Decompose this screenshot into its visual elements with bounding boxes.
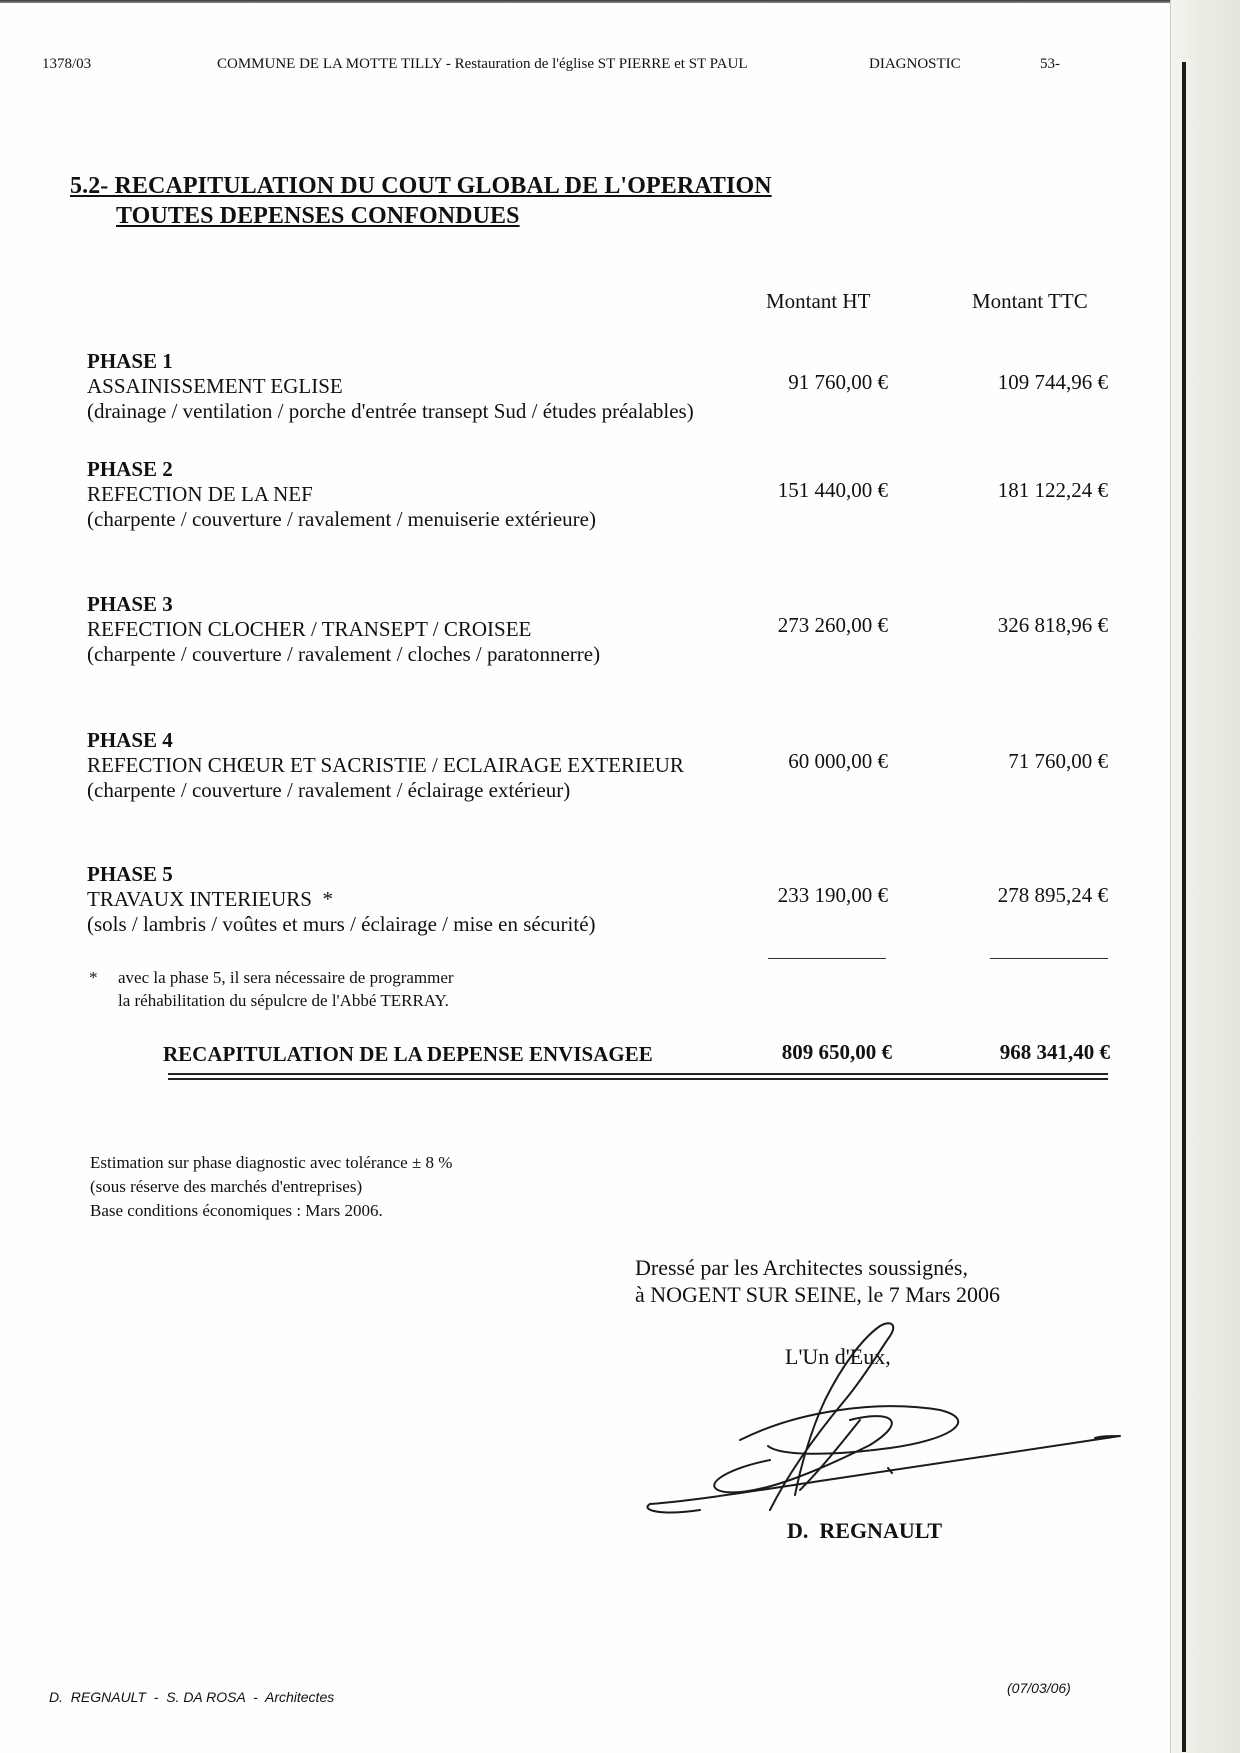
total-amount-ht: 809 650,00 € xyxy=(781,1040,892,1064)
phase-2-details: (charpente / couverture / ravalement / menuiserie extérieure) xyxy=(87,507,596,531)
phase-3-amount-ttc: 326 818,96 € xyxy=(997,613,1108,637)
phase-4-details: (charpente / couverture / ravalement / éclairage extérieur) xyxy=(87,778,571,802)
column-header-ht: Montant HT xyxy=(766,289,871,313)
phase-1-details: (drainage / ventilation / porche d'entrée transept Sud / études préalables) xyxy=(87,399,694,423)
phase-2-title: REFECTION DE LA NEF xyxy=(87,482,313,506)
phase-1-amount-ttc: 109 744,96 € xyxy=(997,370,1108,394)
phase-5-amount-ht: 233 190,00 € xyxy=(777,883,888,907)
subtotal-rule-ttc xyxy=(990,958,1108,959)
phase-5-name: PHASE 5 xyxy=(87,862,173,886)
scan-right-edge xyxy=(1170,0,1171,1753)
column-header-ttc: Montant TTC xyxy=(972,289,1088,313)
footnote-star: * xyxy=(89,968,98,987)
total-amount-ttc: 968 341,40 € xyxy=(999,1040,1110,1064)
binding-line xyxy=(1182,62,1186,1752)
phase-2-amount-ttc: 181 122,24 € xyxy=(997,478,1108,502)
signatory-name: D. REGNAULT xyxy=(787,1518,943,1543)
header-project: COMMUNE DE LA MOTTE TILLY - Restauration de l'église ST PIERRE et ST PAUL xyxy=(217,56,748,72)
phase-3-name: PHASE 3 xyxy=(87,592,173,616)
total-double-rule-bottom xyxy=(168,1078,1108,1080)
footnote-line1: avec la phase 5, il sera nécessaire de programmer xyxy=(118,968,454,987)
total-double-rule-top xyxy=(168,1073,1108,1075)
subtotal-rule-ht xyxy=(768,958,886,959)
estimation-line2: (sous réserve des marchés d'entreprises) xyxy=(90,1177,363,1196)
footer-architects: D. REGNAULT - S. DA ROSA - Architectes xyxy=(49,1689,335,1705)
phase-5-amount-ttc: 278 895,24 € xyxy=(997,883,1108,907)
phase-5-title: TRAVAUX INTERIEURS * xyxy=(87,887,333,911)
phase-1-amount-ht: 91 760,00 € xyxy=(788,370,888,394)
signature-line3: L'Un d'Eux, xyxy=(785,1344,891,1369)
phase-1-name: PHASE 1 xyxy=(87,349,173,373)
handwritten-signature xyxy=(640,1320,1130,1535)
scan-top-edge xyxy=(0,0,1240,3)
phase-4-amount-ttc: 71 760,00 € xyxy=(1008,749,1108,773)
header-section: DIAGNOSTIC xyxy=(869,56,961,72)
phase-4-amount-ht: 60 000,00 € xyxy=(788,749,888,773)
section-title-line2: TOUTES DEPENSES CONFONDUES xyxy=(116,203,520,229)
phase-4-name: PHASE 4 xyxy=(87,728,173,752)
footer-date: (07/03/06) xyxy=(1007,1680,1071,1696)
footnote-line2: la réhabilitation du sépulcre de l'Abbé TERRAY. xyxy=(118,991,449,1010)
phase-1-title: ASSAINISSEMENT EGLISE xyxy=(87,374,343,398)
scan-right-margin xyxy=(1170,0,1240,1753)
phase-2-amount-ht: 151 440,00 € xyxy=(777,478,888,502)
signature-line1: Dressé par les Architectes soussignés, xyxy=(635,1255,968,1280)
signature-line2: à NOGENT SUR SEINE, le 7 Mars 2006 xyxy=(635,1282,1001,1307)
phase-2-name: PHASE 2 xyxy=(87,457,173,481)
phase-4-title: REFECTION CHŒUR ET SACRISTIE / ECLAIRAGE EXTERIEUR xyxy=(87,753,684,777)
header-page-number: 53- xyxy=(1040,56,1060,72)
header-ref: 1378/03 xyxy=(42,56,92,72)
estimation-line1: Estimation sur phase diagnostic avec tolérance ± 8 % xyxy=(90,1153,453,1172)
section-title-line1: 5.2- RECAPITULATION DU COUT GLOBAL DE L'OPERATION xyxy=(70,173,772,199)
phase-3-title: REFECTION CLOCHER / TRANSEPT / CROISEE xyxy=(87,617,532,641)
phase-5-details: (sols / lambris / voûtes et murs / éclairage / mise en sécurité) xyxy=(87,912,596,936)
phase-3-details: (charpente / couverture / ravalement / cloches / paratonnerre) xyxy=(87,642,601,666)
phase-3-amount-ht: 273 260,00 € xyxy=(777,613,888,637)
estimation-line3: Base conditions économiques : Mars 2006. xyxy=(90,1201,383,1220)
total-label: RECAPITULATION DE LA DEPENSE ENVISAGEE xyxy=(163,1042,653,1066)
